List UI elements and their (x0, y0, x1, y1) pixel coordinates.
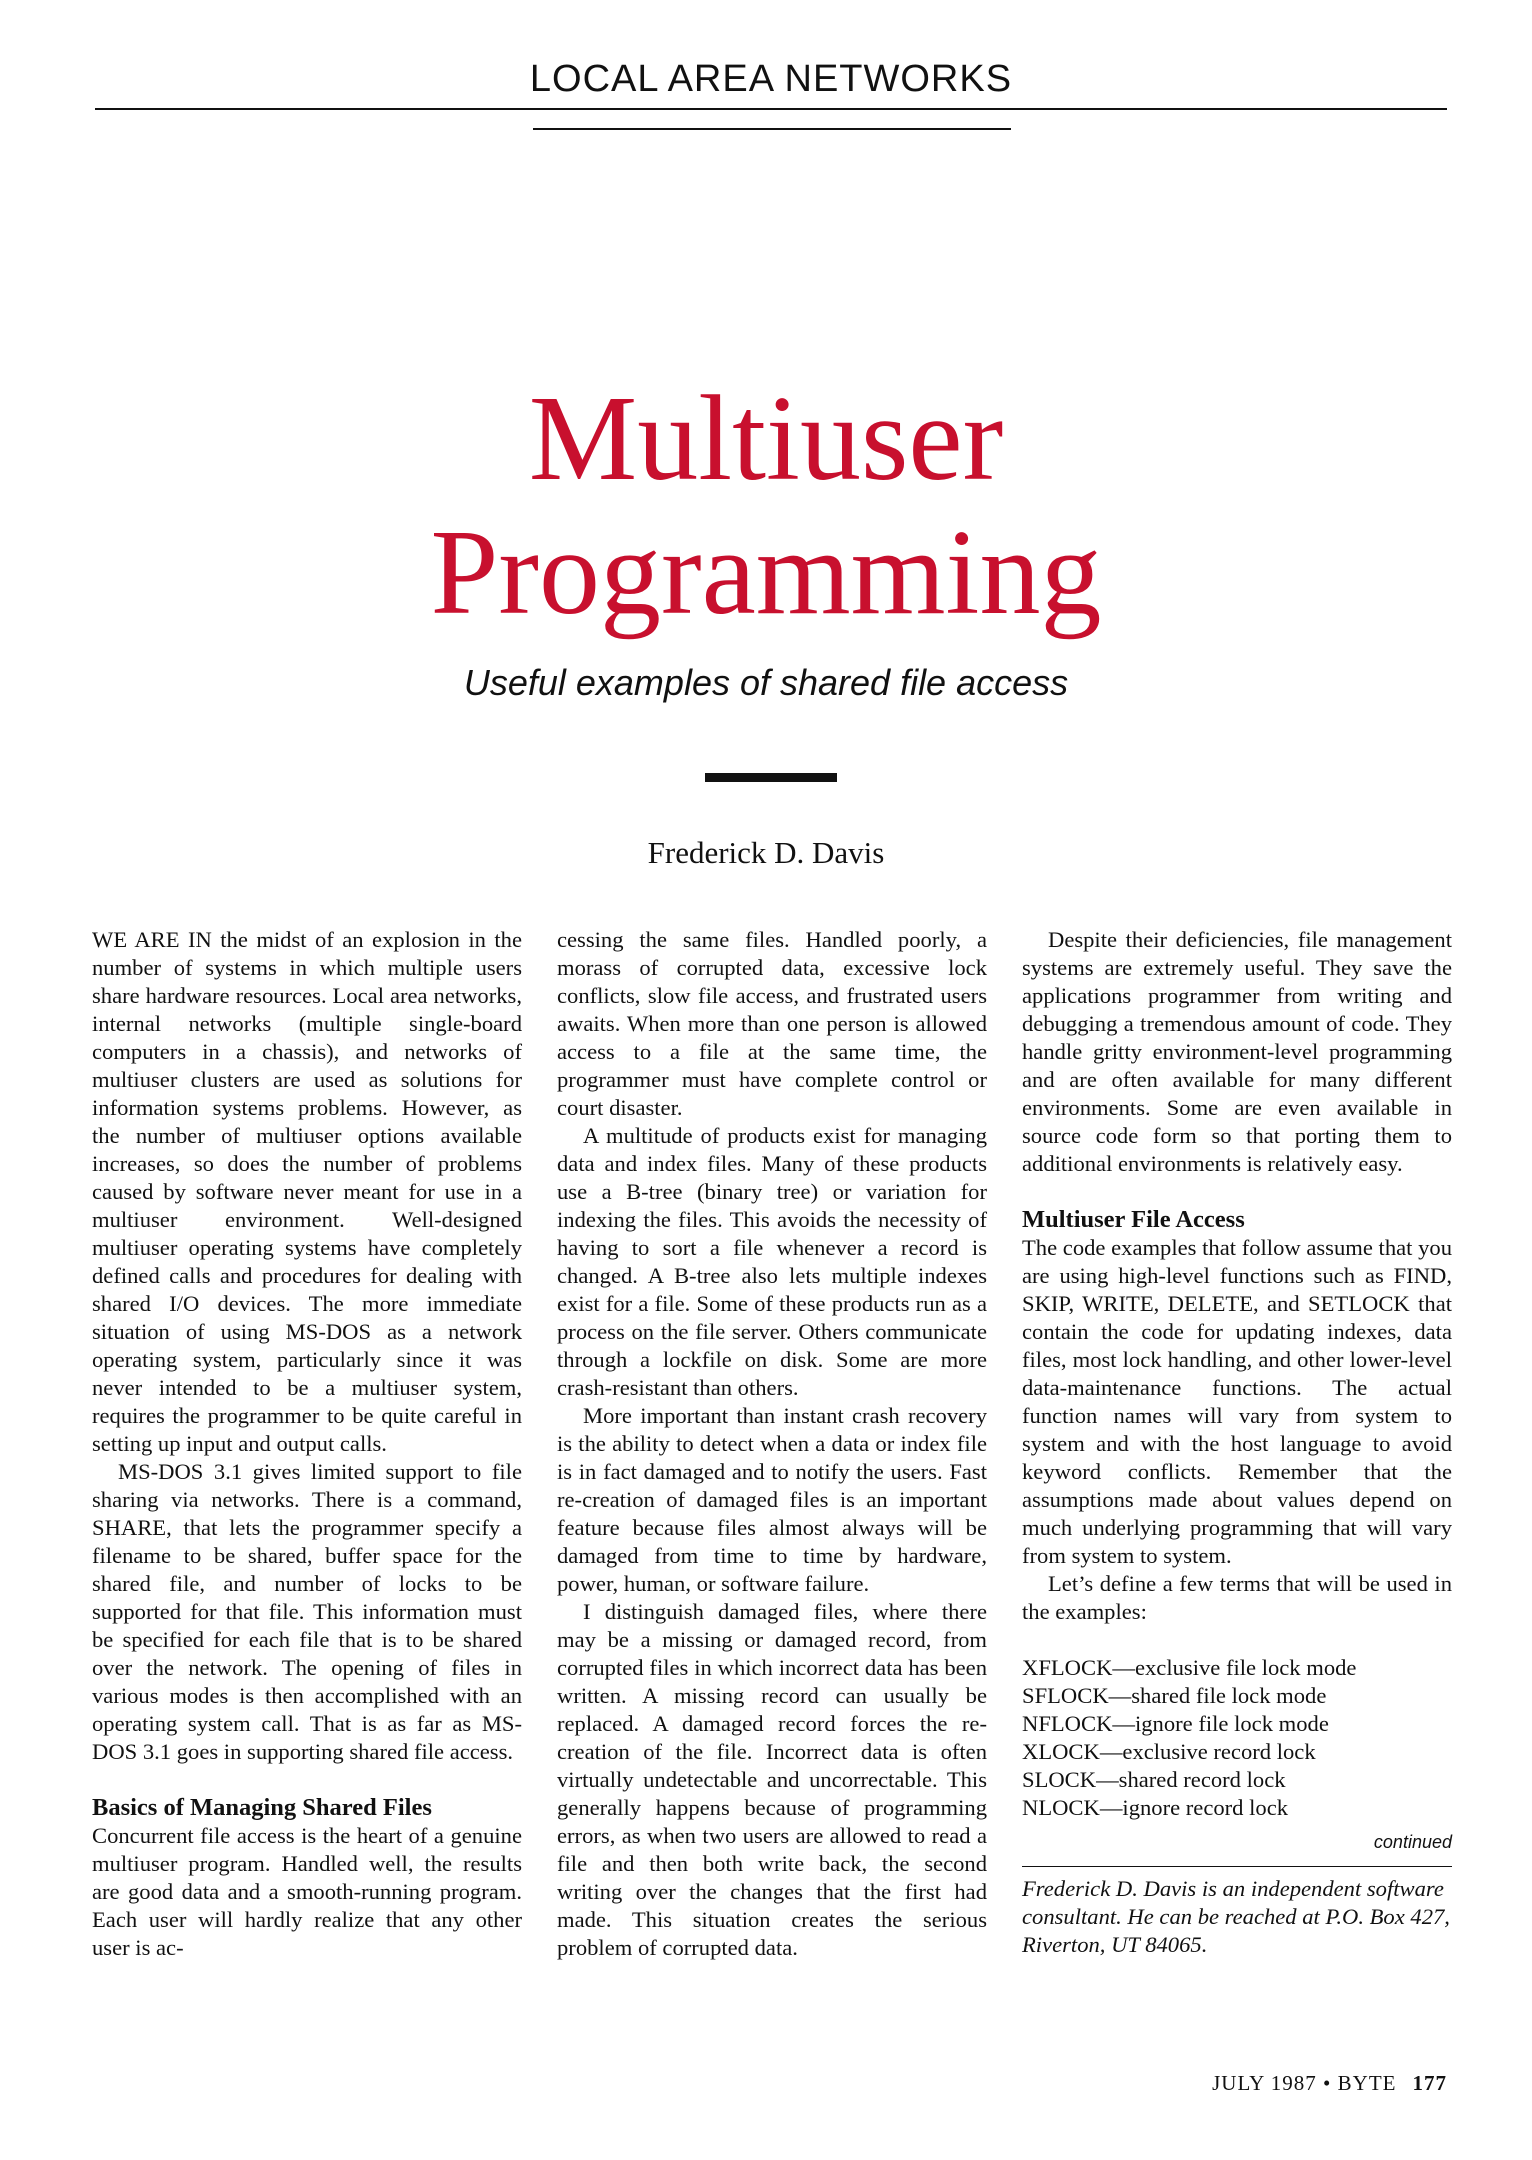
section-header: LOCAL AREA NETWORKS (529, 58, 1013, 100)
article-subtitle: Useful examples of shared file access (463, 662, 1069, 703)
bio-divider (1022, 1866, 1452, 1867)
paragraph: A multitude of products exist for managing data and index files. Many of these products use a B-tree (binary tree) or variation for indexing the files. This avoids the necessity of having to sort a file whenever a record is changed. A B-tree also lets multiple indexes exist for a file. Some of these products run as a process on the file server. Others communicate through a lockfile on disk. Some are more crash-resistant than others. (557, 1123, 987, 1400)
paragraph: More important than instant crash recovery is the ability to detect when a data or index file is in fact damaged and to notify the users. Fast re-creation of damaged files is an important feature because files almost always will be damaged from time to time by hardware, power, human, or software failure. (557, 1403, 987, 1596)
section-heading: Basics of Managing Shared Files (92, 1794, 432, 1821)
title-line-2: Programming (430, 505, 1102, 640)
title-divider (705, 773, 837, 782)
definition-item: NLOCK—ignore record lock (1022, 1795, 1289, 1820)
author-bio: Frederick D. Davis is an independent software consultant. He can be reached at P.O. Box 427, Riverton, UT 84065. (1022, 1876, 1450, 1957)
header-rule (95, 108, 1447, 110)
paragraph: Let’s define a few terms that will be used in the examples: (1022, 1571, 1452, 1624)
paragraph: MS-DOS 3.1 gives limited support to file sharing via networks. There is a command, SHARE, that lets the programmer specify a filename to be shared, buffer space for the shared file, and number of locks to be supported for that file. This information must be specified for each file that is to be shared over the network. The opening of files in various modes is then accomplished with an operating system call. That is as far as MS-DOS 3.1 goes in supporting shared file access. (92, 1459, 522, 1764)
definition-item: SLOCK—shared record lock (1022, 1767, 1286, 1792)
paragraph: WE ARE IN the midst of an explosion in the number of systems in which multiple users share hardware resources. Local area networks, internal networks (multiple single-board computers in a chassis), and networks of multiuser clusters are used as solutions for information systems problems. However, as the number of multiuser options available increases, so does the number of problems caused by software never meant for use in a multiuser environment. Well-designed multiuser operating systems have completely defined calls and procedures for dealing with shared I/O devices. The more immediate situation of using MS-DOS as a network operating system, particularly since it was never intended to be a multiuser system, requires the programmer to be quite careful in setting up input and output calls. (92, 927, 522, 1456)
continued-marker: continued (1373, 1832, 1452, 1852)
paragraph: Concurrent file access is the heart of a genuine multiuser program. Handled well, the results are good data and a smooth-running program. Each user will hardly realize that any other user is ac- (92, 1823, 522, 1960)
section-heading: Multiuser File Access (1022, 1206, 1245, 1233)
page-number: 177 (1412, 2071, 1447, 2095)
definition-item: SFLOCK—shared file lock mode (1022, 1683, 1327, 1708)
paragraph: I distinguish damaged files, where there may be a missing or damaged record, from corrupted files in which incorrect data has been written. A missing record can usually be replaced. A damaged record forces the re-creation of the file. Incorrect data is often virtually undetectable and uncorrectable. This generally happens because of programming errors, as when two users are allowed to read a file and then both write back, the second writing over the changes that the first had made. This situation creates the serious problem of corrupted data. (557, 1599, 987, 1960)
page-footer (1212, 2071, 1447, 2096)
paragraph: cessing the same files. Handled poorly, a morass of corrupted data, excessive lock conflicts, slow file access, and frustrated users awaits. When more than one person is allowed access to a file at the same time, the programmer must have complete control or court disaster. (557, 927, 987, 1120)
title-line-1: Multiuser (528, 371, 1004, 506)
paragraph: The code examples that follow assume that you are using high-level functions such as FIND, SKIP, WRITE, DELETE, and SETLOCK that contain the code for updating indexes, data files, most lock handling, and other lower-level data-maintenance functions. The actual function names will vary from system to system and with the host language to avoid keyword conflicts. Remember that the assumptions made about values depend on much underlying programming that will vary from system to system. (1022, 1235, 1452, 1568)
definition-item: XLOCK—exclusive record lock (1022, 1739, 1316, 1764)
definition-item: NFLOCK—ignore file lock mode (1022, 1711, 1329, 1736)
definition-item: XFLOCK—exclusive file lock mode (1022, 1655, 1357, 1680)
column-1 (92, 926, 522, 1962)
footer-issue: JULY 1987 • BYTE (1212, 2071, 1397, 2095)
paragraph: Despite their deficiencies, file management systems are extremely useful. They save the applications programmer from writing and debugging a tremendous amount of code. They handle gritty environment-level programming and are often available for many different environments. Some are even available in source code form so that porting them to additional environments is relatively easy. (1022, 927, 1452, 1176)
author-byline: Frederick D. Davis (647, 835, 885, 870)
column-2 (557, 926, 987, 1962)
column-3 (1022, 926, 1452, 1959)
header-subrule (533, 128, 1011, 130)
definition-list (1022, 1654, 1452, 1822)
article-title (0, 372, 1532, 640)
